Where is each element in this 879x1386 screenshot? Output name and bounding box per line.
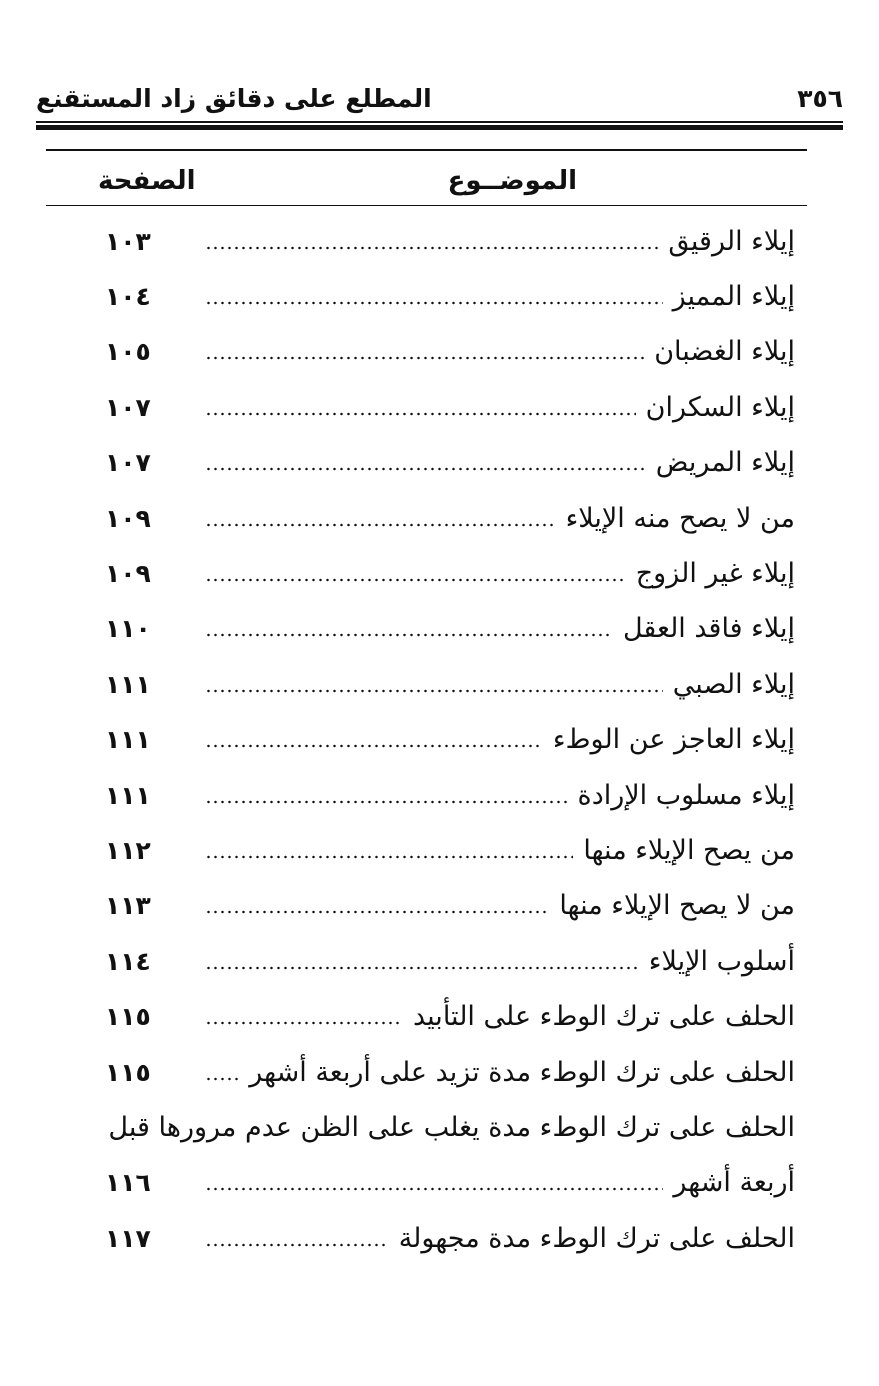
toc-entry-page: ١١١: [105, 725, 151, 755]
dot-leader: [205, 1077, 239, 1081]
toc-entry-title: إيلاء الصبي: [672, 668, 795, 700]
toc-entry-page: ١١٥: [105, 1002, 151, 1032]
toc-entry: [105, 657, 795, 712]
book-title: المطلع على دقائق زاد المستقنع: [36, 84, 432, 113]
toc-entry-title: إيلاء السكران: [645, 391, 795, 423]
running-header: [36, 80, 843, 122]
toc-entry-title: إيلاء الغضبان: [654, 336, 795, 368]
toc-entry-title: إيلاء الرقيق: [668, 225, 795, 257]
toc-entry-title: إيلاء غير الزوج: [635, 558, 795, 590]
dot-leader: [205, 301, 663, 305]
toc-entry-title: أسلوب الإيلاء: [648, 945, 795, 977]
toc-entry-title: الحلف على ترك الوطء مدة يغلب على الظن عدم مرورها قبل: [108, 1111, 795, 1143]
toc-entry: [105, 823, 795, 878]
toc-entry-page: ١١٦: [105, 1168, 151, 1198]
dot-leader: [205, 1243, 389, 1247]
toc-entry-title: من لا يصح الإيلاء منها: [559, 890, 795, 922]
toc-entry-page: ١١٢: [105, 835, 151, 865]
page-column-heading: الصفحة: [98, 166, 196, 196]
toc-entry-title: إيلاء المريض: [655, 447, 795, 479]
dot-leader: [205, 1187, 663, 1191]
toc-entry: [105, 768, 795, 823]
toc-entry-page: ١٠٤: [105, 282, 151, 312]
toc-entry: [105, 1156, 795, 1211]
topic-column-heading: الموضــوع: [447, 166, 577, 196]
toc-entry-title: أربعة أشهر: [673, 1167, 795, 1199]
dot-leader: [205, 578, 626, 582]
toc-entry-page: ١١١: [105, 780, 151, 810]
page-number: ٣٥٦: [797, 84, 843, 113]
toc-entry-title: من لا يصح منه الإيلاء: [565, 502, 795, 534]
toc-entry: [105, 879, 795, 934]
toc-entry: [105, 214, 795, 269]
toc-entry-title: الحلف على ترك الوطء مدة مجهولة: [398, 1222, 795, 1254]
toc-entry: [105, 491, 795, 546]
toc-entry-page: ١١١: [105, 669, 151, 699]
toc-entry-page: ١١٠: [105, 614, 151, 644]
toc-entry-title: إيلاء المميز: [672, 281, 795, 313]
toc-entry-page: ١١٣: [105, 891, 151, 921]
toc-entry: [105, 934, 795, 989]
toc-entry-page: ١٠٣: [105, 226, 151, 256]
toc-entry-title: إيلاء العاجز عن الوطء: [552, 724, 795, 756]
dot-leader: [205, 412, 636, 416]
toc-entry-wrapped-line: [105, 1100, 795, 1155]
dot-leader: [205, 467, 646, 471]
dot-leader: [205, 800, 568, 804]
toc-entry-page: ١٠٧: [105, 392, 151, 422]
toc-table-header: [46, 160, 807, 200]
toc-entry: [105, 1211, 795, 1266]
toc-entry-page: ١٠٩: [105, 503, 151, 533]
toc-entry-title: الحلف على ترك الوطء على التأبيد: [412, 1001, 795, 1033]
dot-leader: [205, 523, 556, 527]
toc-entry-title: إيلاء فاقد العقل: [622, 613, 795, 645]
toc-entry: [105, 602, 795, 657]
toc-entry: [105, 989, 795, 1044]
toc-entry-page: ١٠٩: [105, 559, 151, 589]
toc-entry-page: ١١٧: [105, 1223, 151, 1253]
toc-entry: [105, 546, 795, 601]
toc-list: [105, 214, 795, 1266]
dot-leader: [205, 855, 573, 859]
dot-leader: [205, 1021, 403, 1025]
toc-entry-page: ١١٤: [105, 946, 151, 976]
dot-leader: [205, 966, 639, 970]
toc-entry-title: إيلاء مسلوب الإرادة: [577, 779, 795, 811]
toc-entry: [105, 325, 795, 380]
toc-entry-title: من يصح الإيلاء منها: [583, 834, 795, 866]
toc-entry: [105, 436, 795, 491]
toc-entry-page: ١٠٧: [105, 448, 151, 478]
table-rule-bottom: [46, 205, 807, 206]
toc-entry: [105, 713, 795, 768]
dot-leader: [205, 910, 549, 914]
header-rule-thick: [36, 125, 843, 130]
toc-entry-title: الحلف على ترك الوطء مدة تزيد على أربعة أشهر: [249, 1056, 795, 1088]
dot-leader: [205, 689, 663, 693]
toc-entry: [105, 380, 795, 435]
dot-leader: [205, 744, 543, 748]
toc-entry: [105, 1045, 795, 1100]
dot-leader: [205, 633, 613, 637]
toc-entry-page: ١٠٥: [105, 337, 151, 367]
table-rule-top: [46, 149, 807, 151]
dot-leader: [205, 246, 658, 250]
dot-leader: [205, 356, 644, 360]
header-rule-top: [36, 121, 843, 123]
toc-entry: [105, 269, 795, 324]
toc-entry-page: ١١٥: [105, 1057, 151, 1087]
